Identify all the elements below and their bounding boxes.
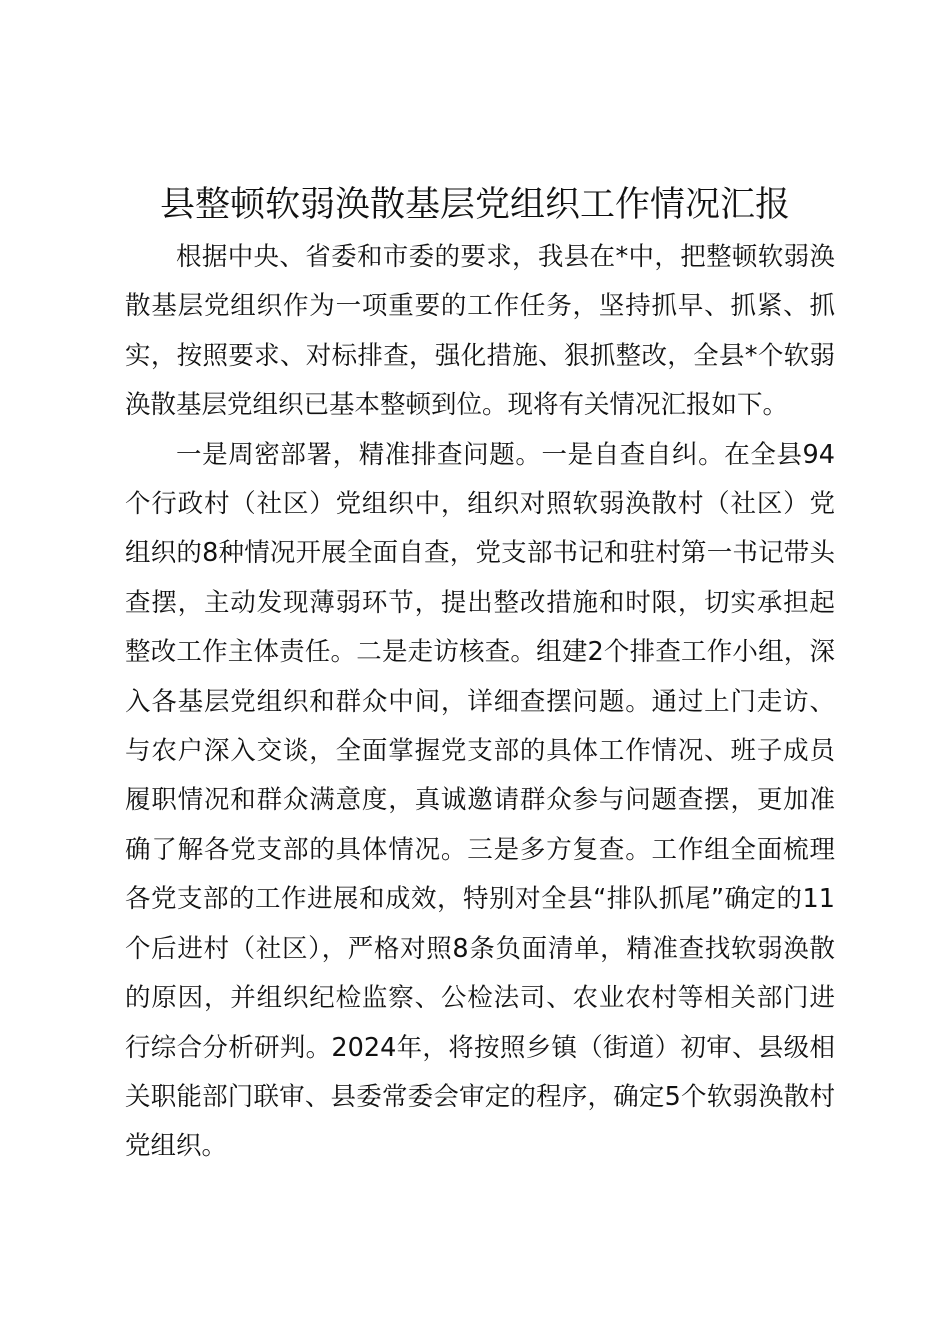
document-body [125,233,835,1172]
document-title: 县整顿软弱涣散基层党组织工作情况汇报 [159,185,790,225]
paragraph-deployment: 一是周密部署，精准排查问题。一是自查自纠。在全县94个行政村（社区）党组织中，组织对照软弱涣散村（社区）党组织的8种情况开展全面自查，党支部书记和驻村第一书记带头查摆，主动发现薄弱环节，提出整改措施和时限，切实承担起整改工作主体责任。二是走访核查。组建2个排查工作小组，深入各基层党组织和群众中间，详细查摆问题。通过上门走访、与农户深入交谈，全面掌握党支部的具体工作情况、班子成员履职情况和群众满意度，真诚邀请群众参与问题查摆，更加准确了解各党支部的具体情况。三是多方复查。工作组全面梳理各党支部的工作进展和成效，特别对全县“排队抓尾”确定的11个后进村（社区），严格对照8条负面清单，精准查找软弱涣散的原因，并组织纪检监察、公检法司、农业农村等相关部门进行综合分析研判。2024年，将按照乡镇（街道）初审、县级相关职能部门联审、县委常委会审定的程序，确定5个软弱涣散村党组织。 [125,439,835,1162]
paragraph-intro: 根据中央、省委和市委的要求，我县在*中，把整顿软弱涣散基层党组织作为一项重要的工作任务，坚持抓早、抓紧、抓实，按照要求、对标排查，强化措施、狠抓整改，全县*个软弱涣散基层党组织已基本整顿到位。现将有关情况汇报如下。 [125,242,835,421]
